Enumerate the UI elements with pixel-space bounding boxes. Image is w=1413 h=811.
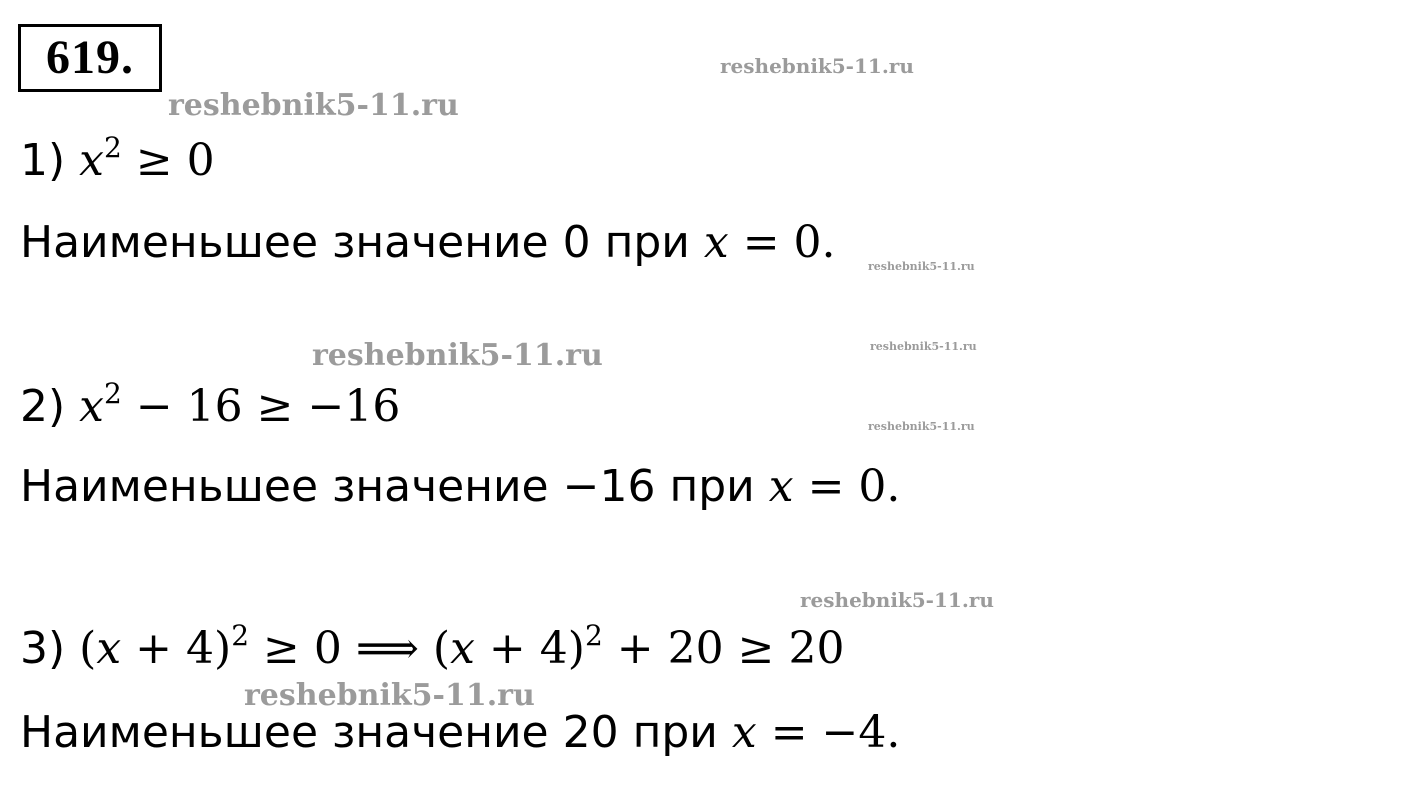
problem-number: 619. [18,24,162,92]
part2-answer [20,462,900,512]
watermark: reshebnik5-11.ru [868,420,975,433]
part3-lhs-exponent: 2 [231,619,250,652]
part3-answer-text: Наименьшее значение 20 при [20,707,732,758]
part3-lhs-variable: x [96,623,122,674]
part1-answer-rest: = 0. [742,217,836,268]
part3-answer-rest: = −4. [770,707,901,758]
part2-variable: x [79,381,104,432]
part1-answer [20,218,836,268]
part3-answer-variable: x [731,707,757,758]
part1-rest: ≥ 0 [135,135,215,186]
watermark: reshebnik5-11.ru [800,588,994,612]
part1-variable: x [79,135,104,186]
part3-inequality [20,619,845,674]
part3-rhs-variable: x [450,623,475,674]
part2-answer-text: Наименьшее значение −16 при [20,461,769,512]
part1-answer-text: Наименьшее значение 0 при [20,217,704,268]
watermark: reshebnik5-11.ru [312,338,603,373]
part1-label: 1) [20,135,66,186]
watermark: reshebnik5-11.ru [168,88,459,123]
part3-lhs-close: + 4) [135,623,232,674]
part3-answer [20,708,900,758]
watermark: reshebnik5-11.ru [868,260,975,273]
part1-inequality [20,131,215,186]
part2-exponent: 2 [104,377,122,410]
part1-exponent: 2 [104,131,122,164]
part2-rest: − 16 ≥ −16 [135,381,401,432]
part2-inequality [20,377,401,432]
part2-label: 2) [20,381,66,432]
part2-answer-rest: = 0. [807,461,901,512]
part3-rhs-close: + 4) [488,623,585,674]
part3-label: 3) [20,623,66,674]
watermark: reshebnik5-11.ru [720,54,914,78]
watermark: reshebnik5-11.ru [870,340,977,353]
watermark: reshebnik5-11.ru [244,678,535,713]
part3-lhs-open: ( [79,623,97,674]
part3-lhs-rest: ≥ 0 ⟹ ( [263,623,451,674]
part2-answer-variable: x [768,461,794,512]
part3-rhs-rest: + 20 ≥ 20 [616,623,845,674]
part1-answer-variable: x [703,217,729,268]
part3-rhs-exponent: 2 [584,619,603,652]
